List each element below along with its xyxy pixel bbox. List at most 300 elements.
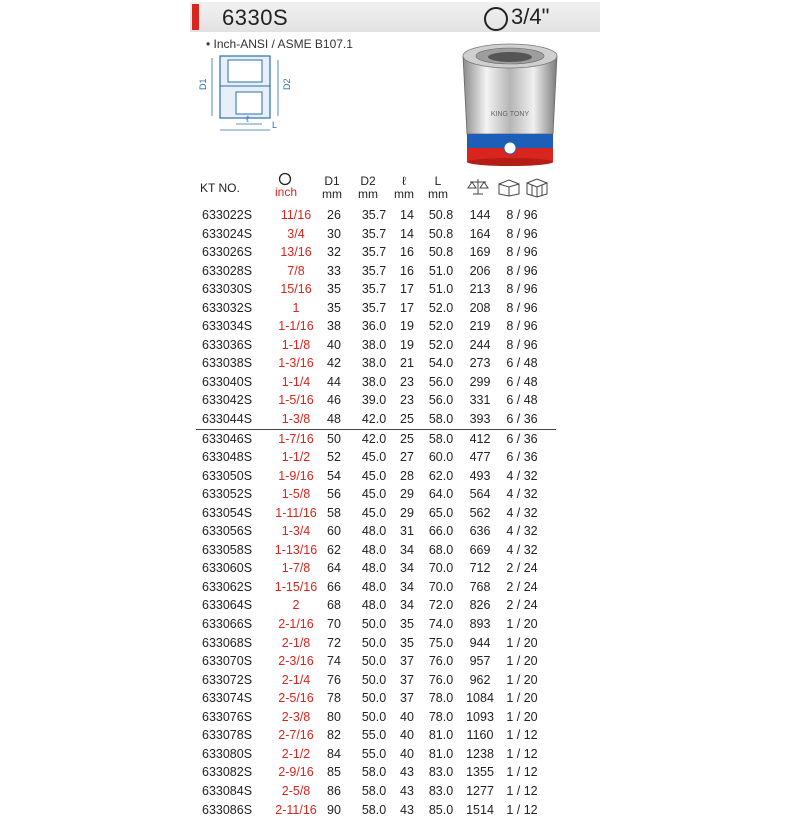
length-cell: 54.0 bbox=[424, 354, 458, 373]
length-cell: 50.8 bbox=[424, 225, 458, 244]
inch-size-cell: 1-5/16 bbox=[271, 391, 321, 410]
pack-qty-cell: 2 / 24 bbox=[498, 596, 546, 615]
inch-size-cell: 1-11/16 bbox=[271, 504, 321, 523]
kt-no-cell: 633030S bbox=[202, 280, 252, 299]
length-cell: 65.0 bbox=[424, 504, 458, 523]
kt-no-cell: 633056S bbox=[202, 522, 252, 541]
scale-weight-icon bbox=[468, 179, 488, 194]
inch-size-cell: 1-5/8 bbox=[271, 485, 321, 504]
d2-cell: 45.0 bbox=[356, 504, 392, 523]
pack-qty-cell: 4 / 32 bbox=[498, 541, 546, 560]
l-cell: 43 bbox=[396, 782, 418, 801]
weight-cell: 712 bbox=[464, 559, 496, 578]
kt-no-cell: 633062S bbox=[202, 578, 252, 597]
kt-no-cell: 633080S bbox=[202, 745, 252, 764]
inch-size-cell: 7/8 bbox=[271, 262, 321, 281]
table-row bbox=[196, 745, 556, 764]
pack-qty-cell: 2 / 24 bbox=[498, 559, 546, 578]
length-cell: 66.0 bbox=[424, 522, 458, 541]
l-cell: 34 bbox=[396, 559, 418, 578]
pack-qty-cell: 6 / 36 bbox=[498, 430, 546, 449]
table-row bbox=[196, 615, 556, 634]
d1-cell: 56 bbox=[321, 485, 347, 504]
table-row bbox=[196, 429, 556, 449]
length-cell: 74.0 bbox=[424, 615, 458, 634]
standard-label: • Inch-ANSI / ASME B107.1 bbox=[206, 37, 353, 51]
carton-icon bbox=[527, 179, 547, 197]
l-cell: 25 bbox=[396, 410, 418, 429]
d2-cell: 35.7 bbox=[356, 262, 392, 281]
length-cell: 83.0 bbox=[424, 763, 458, 782]
length-cell: 75.0 bbox=[424, 634, 458, 653]
inch-size-cell: 1-7/16 bbox=[271, 430, 321, 449]
d1-cell: 72 bbox=[321, 634, 347, 653]
l-cell: 40 bbox=[396, 745, 418, 764]
inch-size-cell: 1 bbox=[271, 299, 321, 318]
col-d1-name: D1 bbox=[322, 175, 342, 188]
weight-cell: 669 bbox=[464, 541, 496, 560]
d2-cell: 50.0 bbox=[356, 671, 392, 690]
d1-cell: 50 bbox=[321, 430, 347, 449]
inch-size-cell: 11/16 bbox=[271, 206, 321, 225]
length-cell: 81.0 bbox=[424, 726, 458, 745]
length-cell: 78.0 bbox=[424, 708, 458, 727]
length-cell: 60.0 bbox=[424, 448, 458, 467]
weight-cell: 273 bbox=[464, 354, 496, 373]
inch-size-cell: 1-3/4 bbox=[271, 522, 321, 541]
pack-qty-cell: 8 / 96 bbox=[498, 262, 546, 281]
pack-qty-cell: 1 / 20 bbox=[498, 708, 546, 727]
model-title: 6330S bbox=[222, 5, 288, 31]
d1-cell: 66 bbox=[321, 578, 347, 597]
kt-no-cell: 633048S bbox=[202, 448, 252, 467]
pack-qty-cell: 8 / 96 bbox=[498, 225, 546, 244]
d2-cell: 36.0 bbox=[356, 317, 392, 336]
inch-size-cell: 15/16 bbox=[271, 280, 321, 299]
col-l bbox=[392, 175, 416, 201]
d1-cell: 48 bbox=[321, 410, 347, 429]
d1-cell: 62 bbox=[321, 541, 347, 560]
dimension-diagram bbox=[200, 52, 300, 132]
box-icon bbox=[499, 180, 519, 196]
kt-no-cell: 633054S bbox=[202, 504, 252, 523]
twelve-point-icon bbox=[278, 172, 292, 186]
table-row bbox=[196, 559, 556, 578]
inch-size-cell: 2-5/8 bbox=[271, 782, 321, 801]
pack-qty-cell: 8 / 96 bbox=[498, 280, 546, 299]
kt-no-cell: 633072S bbox=[202, 671, 252, 690]
l-cell: 34 bbox=[396, 541, 418, 560]
table-row bbox=[196, 206, 556, 225]
spec-table bbox=[196, 206, 556, 819]
table-row bbox=[196, 634, 556, 653]
d1-cell: 90 bbox=[321, 801, 347, 819]
d1-cell: 26 bbox=[321, 206, 347, 225]
weight-cell: 393 bbox=[464, 410, 496, 429]
l-cell: 17 bbox=[396, 280, 418, 299]
d2-cell: 55.0 bbox=[356, 745, 392, 764]
d1-cell: 35 bbox=[321, 299, 347, 318]
d1-cell: 60 bbox=[321, 522, 347, 541]
weight-cell: 244 bbox=[464, 336, 496, 355]
inch-size-cell: 2-7/16 bbox=[271, 726, 321, 745]
kt-no-cell: 633078S bbox=[202, 726, 252, 745]
kt-no-cell: 633042S bbox=[202, 391, 252, 410]
d1-cell: 85 bbox=[321, 763, 347, 782]
l-cell: 37 bbox=[396, 652, 418, 671]
kt-no-cell: 633024S bbox=[202, 225, 252, 244]
drive-size: 3/4" bbox=[511, 4, 549, 30]
d1-cell: 84 bbox=[321, 745, 347, 764]
table-row bbox=[196, 708, 556, 727]
weight-cell: 331 bbox=[464, 391, 496, 410]
weight-cell: 1093 bbox=[464, 708, 496, 727]
inch-size-cell: 2-1/16 bbox=[271, 615, 321, 634]
d1-cell: 64 bbox=[321, 559, 347, 578]
l-cell: 16 bbox=[396, 243, 418, 262]
col-kt-no: KT NO. bbox=[200, 182, 240, 195]
table-row bbox=[196, 299, 556, 318]
kt-no-cell: 633068S bbox=[202, 634, 252, 653]
table-row bbox=[196, 262, 556, 281]
l-cell: 34 bbox=[396, 578, 418, 597]
kt-no-cell: 633082S bbox=[202, 763, 252, 782]
kt-no-cell: 633076S bbox=[202, 708, 252, 727]
table-row bbox=[196, 485, 556, 504]
table-row bbox=[196, 391, 556, 410]
d1-cell: 78 bbox=[321, 689, 347, 708]
col-inch: inch bbox=[272, 186, 300, 199]
table-row bbox=[196, 578, 556, 597]
length-cell: 52.0 bbox=[424, 317, 458, 336]
table-row bbox=[196, 317, 556, 336]
col-d1-unit: mm bbox=[322, 188, 342, 201]
twelve-point-socket-icon bbox=[483, 6, 509, 32]
d1-cell: 42 bbox=[321, 354, 347, 373]
table-row bbox=[196, 225, 556, 244]
l-cell: 40 bbox=[396, 708, 418, 727]
inch-size-cell: 3/4 bbox=[271, 225, 321, 244]
inch-size-cell: 1-3/16 bbox=[271, 354, 321, 373]
weight-cell: 164 bbox=[464, 225, 496, 244]
weight-cell: 477 bbox=[464, 448, 496, 467]
l-cell: 27 bbox=[396, 448, 418, 467]
l-cell: 37 bbox=[396, 689, 418, 708]
l-cell: 21 bbox=[396, 354, 418, 373]
pack-qty-cell: 6 / 36 bbox=[498, 410, 546, 429]
table-row bbox=[196, 448, 556, 467]
d2-cell: 45.0 bbox=[356, 467, 392, 486]
d2-cell: 48.0 bbox=[356, 559, 392, 578]
d2-cell: 39.0 bbox=[356, 391, 392, 410]
weight-cell: 564 bbox=[464, 485, 496, 504]
col-d2 bbox=[356, 175, 380, 201]
col-d2-name: D2 bbox=[356, 175, 380, 188]
d1-cell: 32 bbox=[321, 243, 347, 262]
l-cell: 31 bbox=[396, 522, 418, 541]
length-cell: 68.0 bbox=[424, 541, 458, 560]
pack-qty-cell: 4 / 32 bbox=[498, 467, 546, 486]
l-cell: 40 bbox=[396, 726, 418, 745]
l-cell: 19 bbox=[396, 336, 418, 355]
pack-qty-cell: 1 / 12 bbox=[498, 726, 546, 745]
d2-cell: 48.0 bbox=[356, 596, 392, 615]
length-cell: 76.0 bbox=[424, 652, 458, 671]
weight-cell: 169 bbox=[464, 243, 496, 262]
pack-qty-cell: 1 / 12 bbox=[498, 763, 546, 782]
table-row bbox=[196, 782, 556, 801]
length-cell: 50.8 bbox=[424, 206, 458, 225]
d2-cell: 48.0 bbox=[356, 541, 392, 560]
pack-qty-cell: 1 / 20 bbox=[498, 634, 546, 653]
length-cell: 62.0 bbox=[424, 467, 458, 486]
inch-size-cell: 13/16 bbox=[271, 243, 321, 262]
inch-size-cell: 1-15/16 bbox=[271, 578, 321, 597]
kt-no-cell: 633038S bbox=[202, 354, 252, 373]
inch-size-cell: 2-1/8 bbox=[271, 634, 321, 653]
d2-cell: 38.0 bbox=[356, 373, 392, 392]
col-l-unit: mm bbox=[392, 188, 416, 201]
pack-qty-cell: 6 / 48 bbox=[498, 391, 546, 410]
inch-size-cell: 2-3/16 bbox=[271, 652, 321, 671]
pack-qty-cell: 8 / 96 bbox=[498, 317, 546, 336]
weight-cell: 893 bbox=[464, 615, 496, 634]
table-row bbox=[196, 652, 556, 671]
pack-qty-cell: 8 / 96 bbox=[498, 243, 546, 262]
d1-cell: 68 bbox=[321, 596, 347, 615]
l-label: ℓ bbox=[246, 114, 250, 124]
weight-cell: 144 bbox=[464, 206, 496, 225]
inch-size-cell: 1-1/8 bbox=[271, 336, 321, 355]
l-cell: 35 bbox=[396, 615, 418, 634]
product-brand-text: KING TONY bbox=[491, 111, 530, 118]
d1-cell: 54 bbox=[321, 467, 347, 486]
l-cell: 29 bbox=[396, 504, 418, 523]
col-L-name: L bbox=[426, 175, 450, 188]
pack-qty-cell: 8 / 96 bbox=[498, 206, 546, 225]
l-cell: 43 bbox=[396, 763, 418, 782]
table-row bbox=[196, 243, 556, 262]
d1-cell: 52 bbox=[321, 448, 347, 467]
length-cell: 83.0 bbox=[424, 782, 458, 801]
kt-no-cell: 633032S bbox=[202, 299, 252, 318]
table-row bbox=[196, 689, 556, 708]
inch-size-cell: 1-1/4 bbox=[271, 373, 321, 392]
table-row bbox=[196, 336, 556, 355]
col-d1 bbox=[322, 175, 342, 201]
kt-no-cell: 633026S bbox=[202, 243, 252, 262]
l-cell: 16 bbox=[396, 262, 418, 281]
table-row bbox=[196, 541, 556, 560]
length-cell: 81.0 bbox=[424, 745, 458, 764]
d2-label: D2 bbox=[282, 78, 292, 90]
weight-cell: 219 bbox=[464, 317, 496, 336]
col-l-name: ℓ bbox=[392, 175, 416, 188]
col-L-unit: mm bbox=[426, 188, 450, 201]
l-cell: 25 bbox=[396, 430, 418, 449]
pack-qty-cell: 4 / 32 bbox=[498, 485, 546, 504]
weight-cell: 299 bbox=[464, 373, 496, 392]
d2-cell: 42.0 bbox=[356, 410, 392, 429]
table-row bbox=[196, 354, 556, 373]
d2-cell: 35.7 bbox=[356, 225, 392, 244]
inch-size-cell: 1-1/2 bbox=[271, 448, 321, 467]
pack-qty-cell: 8 / 96 bbox=[498, 299, 546, 318]
kt-no-cell: 633028S bbox=[202, 262, 252, 281]
d2-cell: 50.0 bbox=[356, 652, 392, 671]
table-row bbox=[196, 763, 556, 782]
kt-no-cell: 633058S bbox=[202, 541, 252, 560]
kt-no-cell: 633044S bbox=[202, 410, 252, 429]
l-cell: 14 bbox=[396, 206, 418, 225]
d2-cell: 45.0 bbox=[356, 485, 392, 504]
length-cell: 58.0 bbox=[424, 410, 458, 429]
length-cell: 72.0 bbox=[424, 596, 458, 615]
inch-size-cell: 1-3/8 bbox=[271, 410, 321, 429]
d1-cell: 86 bbox=[321, 782, 347, 801]
kt-no-cell: 633060S bbox=[202, 559, 252, 578]
length-cell: 50.8 bbox=[424, 243, 458, 262]
l-cell: 23 bbox=[396, 391, 418, 410]
table-row bbox=[196, 801, 556, 819]
inch-size-cell: 2-11/16 bbox=[271, 801, 321, 819]
pack-qty-cell: 1 / 12 bbox=[498, 782, 546, 801]
weight-cell: 636 bbox=[464, 522, 496, 541]
d1-label: D1 bbox=[198, 78, 208, 90]
l-cell: 34 bbox=[396, 596, 418, 615]
inch-size-cell: 1-1/16 bbox=[271, 317, 321, 336]
weight-cell: 213 bbox=[464, 280, 496, 299]
inch-size-cell: 1-9/16 bbox=[271, 467, 321, 486]
d1-cell: 76 bbox=[321, 671, 347, 690]
d2-cell: 48.0 bbox=[356, 522, 392, 541]
l-cell: 19 bbox=[396, 317, 418, 336]
pack-qty-cell: 6 / 36 bbox=[498, 448, 546, 467]
length-cell: 56.0 bbox=[424, 391, 458, 410]
d1-cell: 38 bbox=[321, 317, 347, 336]
col-L bbox=[426, 175, 450, 201]
inch-size-cell: 2 bbox=[271, 596, 321, 615]
table-row bbox=[196, 522, 556, 541]
d1-cell: 30 bbox=[321, 225, 347, 244]
weight-cell: 1277 bbox=[464, 782, 496, 801]
d2-cell: 35.7 bbox=[356, 243, 392, 262]
d1-cell: 40 bbox=[321, 336, 347, 355]
d2-cell: 55.0 bbox=[356, 726, 392, 745]
weight-cell: 944 bbox=[464, 634, 496, 653]
kt-no-cell: 633066S bbox=[202, 615, 252, 634]
l-cell: 14 bbox=[396, 225, 418, 244]
d2-cell: 35.7 bbox=[356, 206, 392, 225]
d2-cell: 50.0 bbox=[356, 708, 392, 727]
weight-cell: 962 bbox=[464, 671, 496, 690]
kt-no-cell: 633040S bbox=[202, 373, 252, 392]
weight-cell: 1238 bbox=[464, 745, 496, 764]
weight-cell: 1160 bbox=[464, 726, 496, 745]
table-row bbox=[196, 596, 556, 615]
kt-no-cell: 633034S bbox=[202, 317, 252, 336]
table-row bbox=[196, 280, 556, 299]
pack-qty-cell: 8 / 96 bbox=[498, 336, 546, 355]
inch-size-cell: 2-1/2 bbox=[271, 745, 321, 764]
kt-no-cell: 633064S bbox=[202, 596, 252, 615]
kt-no-cell: 633050S bbox=[202, 467, 252, 486]
weight-cell: 768 bbox=[464, 578, 496, 597]
kt-no-cell: 633086S bbox=[202, 801, 252, 819]
d2-cell: 48.0 bbox=[356, 578, 392, 597]
pack-qty-cell: 2 / 24 bbox=[498, 578, 546, 597]
weight-cell: 1514 bbox=[464, 801, 496, 819]
d2-cell: 58.0 bbox=[356, 801, 392, 819]
d1-cell: 74 bbox=[321, 652, 347, 671]
pack-qty-cell: 1 / 20 bbox=[498, 689, 546, 708]
d2-cell: 58.0 bbox=[356, 763, 392, 782]
weight-cell: 208 bbox=[464, 299, 496, 318]
kt-no-cell: 633046S bbox=[202, 430, 252, 449]
kt-no-cell: 633022S bbox=[202, 206, 252, 225]
table-row bbox=[196, 410, 556, 429]
kt-no-cell: 633084S bbox=[202, 782, 252, 801]
table-row bbox=[196, 467, 556, 486]
inch-size-cell: 2-1/4 bbox=[271, 671, 321, 690]
pack-qty-cell: 4 / 32 bbox=[498, 522, 546, 541]
length-cell: 51.0 bbox=[424, 280, 458, 299]
inch-size-cell: 2-3/8 bbox=[271, 708, 321, 727]
weight-cell: 957 bbox=[464, 652, 496, 671]
l-cell: 37 bbox=[396, 671, 418, 690]
weight-cell: 1084 bbox=[464, 689, 496, 708]
pack-qty-cell: 1 / 20 bbox=[498, 671, 546, 690]
pack-qty-cell: 1 / 12 bbox=[498, 745, 546, 764]
l-cell: 23 bbox=[396, 373, 418, 392]
length-cell: 70.0 bbox=[424, 559, 458, 578]
inch-size-cell: 2-9/16 bbox=[271, 763, 321, 782]
kt-no-cell: 633036S bbox=[202, 336, 252, 355]
d1-cell: 35 bbox=[321, 280, 347, 299]
l-cell: 35 bbox=[396, 634, 418, 653]
socket-product-image bbox=[455, 42, 565, 172]
weight-cell: 493 bbox=[464, 467, 496, 486]
d1-cell: 44 bbox=[321, 373, 347, 392]
length-cell: 78.0 bbox=[424, 689, 458, 708]
header-icons bbox=[467, 177, 549, 197]
weight-cell: 206 bbox=[464, 262, 496, 281]
d1-cell: 46 bbox=[321, 391, 347, 410]
d2-cell: 50.0 bbox=[356, 615, 392, 634]
d2-cell: 50.0 bbox=[356, 689, 392, 708]
kt-no-cell: 633052S bbox=[202, 485, 252, 504]
d2-cell: 58.0 bbox=[356, 782, 392, 801]
d1-cell: 33 bbox=[321, 262, 347, 281]
d1-cell: 82 bbox=[321, 726, 347, 745]
weight-cell: 412 bbox=[464, 430, 496, 449]
l-cell: 17 bbox=[396, 299, 418, 318]
table-row bbox=[196, 671, 556, 690]
d1-cell: 58 bbox=[321, 504, 347, 523]
d2-cell: 38.0 bbox=[356, 354, 392, 373]
length-cell: 56.0 bbox=[424, 373, 458, 392]
length-cell: 58.0 bbox=[424, 430, 458, 449]
inch-size-cell: 2-5/16 bbox=[271, 689, 321, 708]
inch-size-cell: 1-7/8 bbox=[271, 559, 321, 578]
accent-mark bbox=[192, 4, 199, 30]
length-cell: 52.0 bbox=[424, 299, 458, 318]
weight-cell: 1355 bbox=[464, 763, 496, 782]
pack-qty-cell: 1 / 20 bbox=[498, 652, 546, 671]
d2-cell: 45.0 bbox=[356, 448, 392, 467]
pack-qty-cell: 6 / 48 bbox=[498, 354, 546, 373]
d1-cell: 80 bbox=[321, 708, 347, 727]
